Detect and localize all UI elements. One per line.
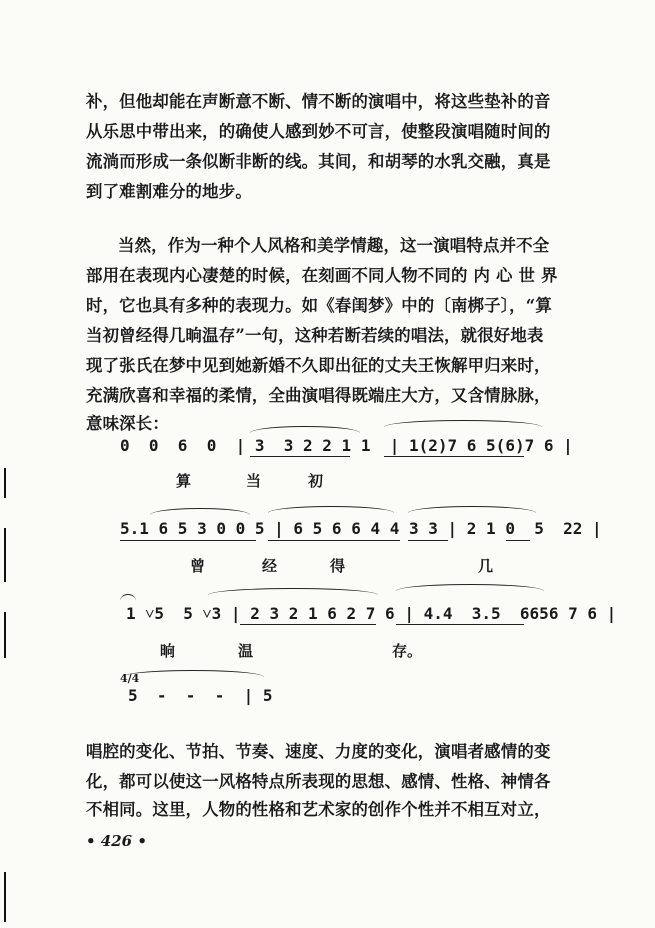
text-line: 补，但他却能在声断意不断、情不断的演唱中，将这些垫补的音 (86, 92, 551, 111)
meter: 4/4 (120, 672, 140, 685)
scan-mark (4, 872, 6, 922)
underline (506, 540, 530, 541)
slur (268, 506, 394, 513)
slur (150, 508, 250, 515)
page-number: • 426 • (86, 832, 147, 850)
underline (384, 456, 524, 457)
score-row-4: 5 - - - | 5 (128, 686, 273, 705)
text-line: 唱腔的变化、节拍、节奏、速度、力度的变化，演唱者感情的变 (86, 742, 551, 761)
slur (408, 506, 536, 513)
text-line: 部用在表现内心凄楚的时候，在刻画不同人物不同的 内 心 世 界 (86, 266, 558, 285)
slur (120, 594, 136, 601)
lyric: 曾 (190, 557, 206, 575)
text-line: 当初曾经得几晌温存”一句，这种若断若续的唱法，就很好地表 (86, 326, 544, 345)
underline (408, 540, 448, 541)
lyric: 得 (330, 557, 346, 575)
underline (396, 624, 524, 625)
slur (250, 426, 360, 433)
score-row-3: 1 ˅5 5 ˅3 | 2 3 2 1 6 2 7 6 | 4.4 3.5 6656 7 6 | (126, 604, 617, 623)
text-line: 充满欣喜和幸福的柔情，全曲演唱得既端庄大方，又含情脉脉， (86, 386, 551, 405)
text-line: 当然，作为一种个人风格和美学情趣，这一演唱特点并不全 (118, 236, 550, 255)
score-row-1: 0 0 6 0 | 3 3 2 2 1 1 | 1(2)7 6 5(6)7 6 | (120, 436, 573, 455)
lyric: 几 (478, 557, 494, 575)
text-line: 从乐思中带出来，的确使人感到妙不可言，使整段演唱随时间的 (86, 122, 551, 141)
lyric: 初 (308, 472, 324, 490)
text-line: 时，它也具有多种的表现力。如《春闺梦》中的〔南梆子〕，“算 (86, 296, 552, 315)
underline (250, 456, 350, 457)
scan-mark (4, 612, 6, 658)
scan-mark (4, 528, 6, 582)
slur (396, 584, 544, 591)
text-line: 化，都可以使这一风格特点所表现的思想、感情、性格、神情各 (86, 772, 551, 791)
slur (208, 588, 378, 595)
underline (240, 624, 376, 625)
score-row-2: 5.1 6 5 3 0 0 5 | 6 5 6 6 4 4 3 3 | 2 1 0 5 22 | (120, 519, 602, 538)
lyric: 温 (238, 642, 254, 660)
text-line: 现了张氏在梦中见到她新婚不久即出征的丈夫王恢解甲归来时， (86, 356, 551, 375)
text-line: 流淌而形成一条似断非断的线。其间，和胡琴的水乳交融，真是 (86, 152, 551, 171)
underline (268, 540, 400, 541)
scan-mark (4, 468, 6, 498)
underline (120, 540, 256, 541)
text-line: 意味深长： (86, 414, 169, 433)
slur (384, 420, 542, 427)
lyric: 算 (176, 472, 192, 490)
text-line: 不相同。这里，人物的性格和艺术家的创作个性并不相互对立， (86, 800, 551, 819)
lyric: 晌 (160, 642, 176, 660)
lyric: 当 (246, 472, 262, 490)
lyric: 经 (262, 557, 278, 575)
text-line: 到了难割难分的地步。 (86, 182, 252, 201)
slur (122, 670, 264, 677)
lyric: 存。 (392, 642, 423, 660)
